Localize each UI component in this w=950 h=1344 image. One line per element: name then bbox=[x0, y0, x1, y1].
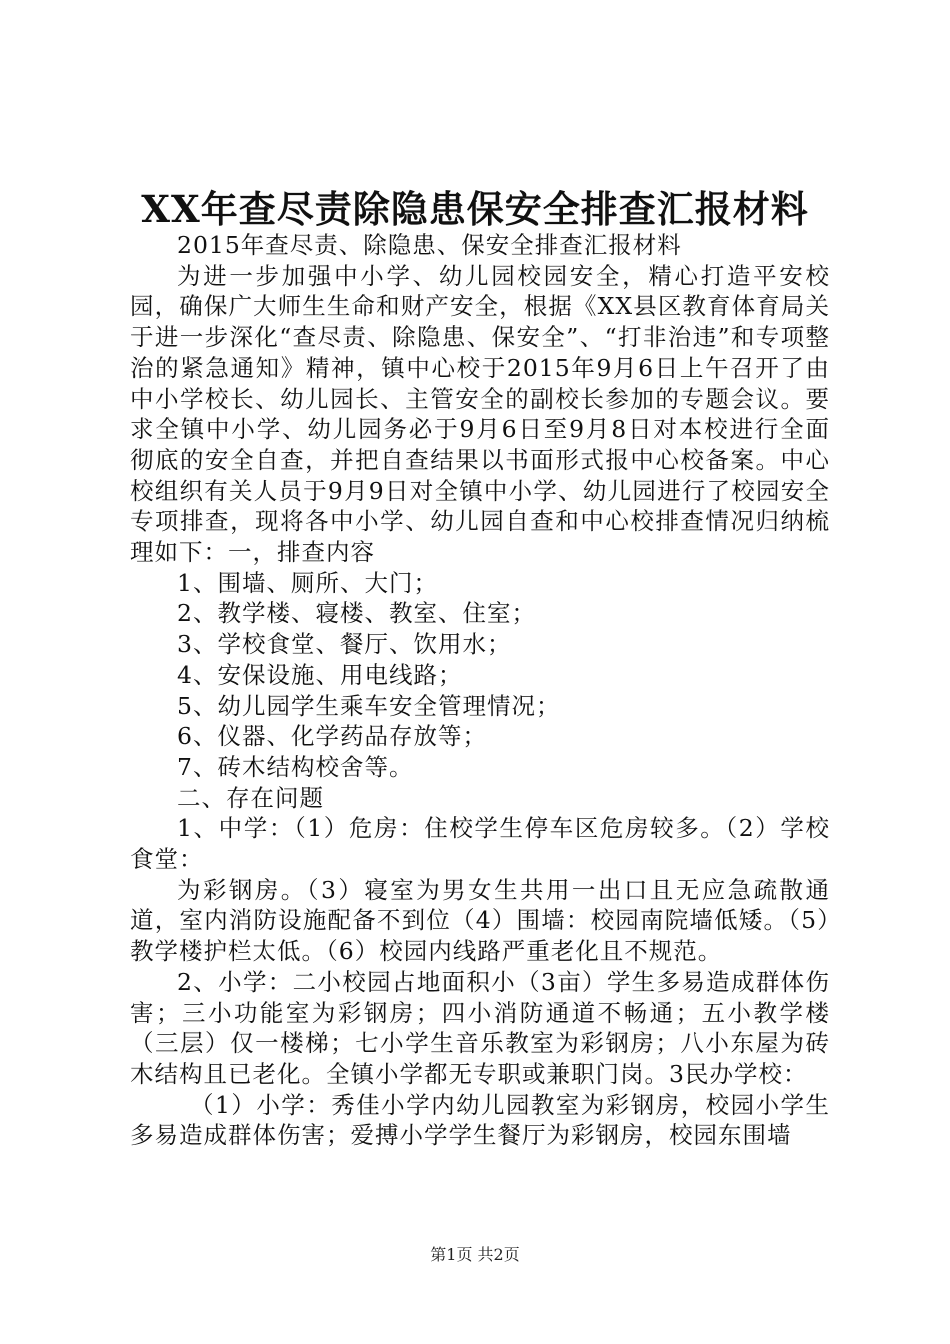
list-item: 1、围墙、厕所、大门； bbox=[177, 568, 438, 597]
document-body bbox=[130, 230, 830, 1151]
list-item: 2、教学楼、寝楼、教室、住室； bbox=[177, 599, 536, 628]
body-paragraph: 2、小学：二小校园占地面积小（3亩）学生多易造成群体伤害；三小功能室为彩钢房；四小消防通道不畅通；五小教学楼（三层）仅一楼梯；七小学生音乐教室为彩钢房；八小东屋为砖木结构且已老化。全镇小学都无专职或兼职门岗。3民办学校： bbox=[130, 967, 830, 1088]
body-paragraph: （1）小学：秀佳小学内幼儿园教室为彩钢房，校园小学生多易造成群体伤害；爱搏小学学生餐厅为彩钢房，校园东围墙 bbox=[130, 1090, 830, 1150]
list-item: 3、学校食堂、餐厅、饮用水； bbox=[177, 630, 512, 659]
list-item: 5、幼儿园学生乘车安全管理情况； bbox=[177, 691, 561, 720]
section-heading: 二、存在问题 bbox=[177, 783, 324, 812]
page-footer: 第1页 共2页 bbox=[430, 1245, 520, 1264]
body-paragraph: 为彩钢房。（3）寝室为男女生共用一出口且无应急疏散通道，室内消防设施配备不到位（4）围墙：校园南院墙低矮。（5）教学楼护栏太低。（6）校园内线路严重老化且不规范。 bbox=[130, 875, 830, 966]
subtitle-paragraph: 2015年查尽责、除隐患、保安全排查汇报材料 bbox=[177, 231, 682, 259]
list-item: 6、仪器、化学药品存放等； bbox=[177, 722, 487, 751]
intro-paragraph: 为进一步加强中小学、幼儿园校园安全，精心打造平安校园，确保广大师生生命和财产安全，根据《XX县区教育体育局关于进一步深化“查尽责、除隐患、保安全”、“打非治违”和专项整治的紧急通知》精神，镇中心校于2015年9月6日上午召开了由中小学校长、幼儿园长、主管安全的副校长参加的专题会议。要求全镇中小学、幼儿园务必于9月6日至9月8日对本校进行全面彻底的安全自查，并把自查结果以书面形式报中心校备案。中心校组织有关人员于9月9日对全镇中小学、幼儿园进行了校园安全专项排查，现将各中小学、幼儿园自查和中心校排查情况归纳梳理如下：一，排查内容 bbox=[130, 261, 830, 567]
body-paragraph: 1、中学：（1）危房：住校学生停车区危房较多。（2）学校食堂： bbox=[130, 814, 830, 874]
list-item: 4、安保设施、用电线路； bbox=[177, 660, 463, 689]
list-item: 7、砖木结构校舍等。 bbox=[177, 752, 414, 781]
document-title: XX年查尽责除隐患保安全排查汇报材料 bbox=[141, 187, 809, 231]
